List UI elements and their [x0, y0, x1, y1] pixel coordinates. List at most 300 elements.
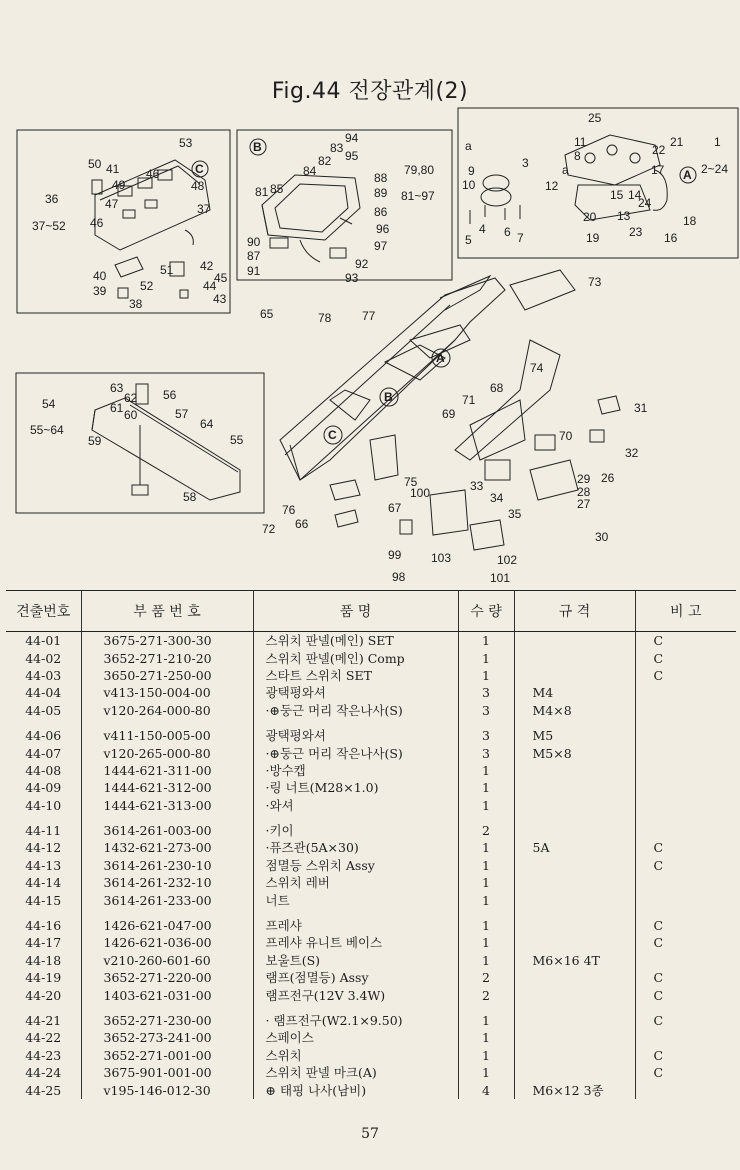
specification: M6×12 3종 — [514, 1081, 635, 1098]
marker-c-main: C — [328, 428, 337, 442]
row-number: 44-09 — [25, 780, 62, 796]
quantity: 1 — [458, 667, 514, 684]
table-row — [6, 684, 736, 701]
row-number: 44-02 — [25, 650, 62, 666]
label-86: 86 — [374, 205, 388, 219]
quantity: 4 — [458, 1081, 514, 1098]
specification — [514, 969, 635, 986]
label-30: 30 — [595, 530, 609, 544]
quantity: 1 — [458, 891, 514, 908]
remarks: C — [635, 667, 736, 684]
row-number: 44-07 — [25, 745, 62, 761]
label-67: 67 — [388, 501, 402, 515]
label-50: 50 — [88, 157, 102, 171]
table-row — [6, 1029, 736, 1046]
table-row — [6, 1047, 736, 1064]
label-7: 7 — [517, 231, 524, 245]
part-name: 스위치 레버 — [253, 874, 458, 891]
label-16: 16 — [664, 231, 678, 245]
quantity: 1 — [458, 779, 514, 796]
quantity: 1 — [458, 934, 514, 951]
part-number: v195-146-012-30 — [81, 1081, 253, 1098]
remarks: C — [635, 909, 736, 934]
row-number: 44-23 — [25, 1047, 62, 1063]
specification: M5 — [514, 719, 635, 744]
remarks — [635, 952, 736, 969]
label-35: 35 — [508, 507, 522, 521]
remarks — [635, 779, 736, 796]
part-name: 광택평와셔 — [253, 684, 458, 701]
label-58: 58 — [183, 490, 197, 504]
quantity: 1 — [458, 874, 514, 891]
remarks — [635, 814, 736, 839]
row-number: 44-03 — [25, 667, 62, 683]
specification: M4 — [514, 684, 635, 701]
remarks: C — [635, 934, 736, 951]
part-number: v210-260-601-60 — [81, 952, 253, 969]
label-12: 12 — [545, 179, 559, 193]
label-81: 81 — [255, 185, 269, 199]
part-number: 3614-261-233-00 — [81, 891, 253, 908]
label-6: 6 — [504, 225, 511, 239]
label-46b: 46 — [90, 216, 104, 230]
part-number: 1403-621-031-00 — [81, 986, 253, 1003]
label-68: 68 — [490, 381, 504, 395]
label-3: 3 — [522, 156, 529, 170]
part-number: 1432-621-273-00 — [81, 839, 253, 856]
part-number: 1426-621-036-00 — [81, 934, 253, 951]
label-93: 93 — [345, 271, 359, 285]
remarks — [635, 702, 736, 719]
header-spec: 규 격 — [514, 591, 635, 632]
part-name: ·⊕둥근 머리 작은나사(S) — [253, 702, 458, 719]
label-25: 25 — [588, 111, 602, 125]
label-a: a — [465, 139, 472, 153]
row-number: 44-06 — [25, 728, 62, 744]
table-row — [6, 952, 736, 969]
part-name: ·링 너트(M28×1.0) — [253, 779, 458, 796]
quantity: 3 — [458, 744, 514, 761]
table-row — [6, 1064, 736, 1081]
table-row — [6, 779, 736, 796]
label-56: 56 — [163, 388, 177, 402]
part-name: ·방수캡 — [253, 762, 458, 779]
label-89: 89 — [374, 186, 388, 200]
table-row — [6, 969, 736, 986]
label-88: 88 — [374, 171, 388, 185]
table-row — [6, 934, 736, 951]
specification — [514, 1064, 635, 1081]
remarks — [635, 1029, 736, 1046]
label-29: 29 — [577, 472, 591, 486]
label-76: 76 — [282, 503, 296, 517]
label-10: 10 — [462, 178, 476, 192]
label-38: 38 — [129, 297, 143, 311]
label-49: 49 — [112, 178, 126, 192]
table-row — [6, 719, 736, 744]
label-15: 15 — [610, 188, 624, 202]
label-43: 43 — [213, 292, 227, 306]
label-71: 71 — [462, 393, 476, 407]
part-number: 3614-261-003-00 — [81, 814, 253, 839]
part-number: v120-265-000-80 — [81, 744, 253, 761]
label-81-97: 81~97 — [401, 189, 435, 203]
part-number: 3652-271-001-00 — [81, 1047, 253, 1064]
part-name: 램프전구(12V 3.4W) — [253, 986, 458, 1003]
part-number: 1444-621-313-00 — [81, 797, 253, 814]
part-number: 1444-621-312-00 — [81, 779, 253, 796]
row-number: 44-17 — [25, 935, 62, 951]
label-102: 102 — [497, 553, 518, 567]
label-44: 44 — [203, 279, 217, 293]
specification — [514, 779, 635, 796]
specification — [514, 934, 635, 951]
part-name: 램프(점멸등) Assy — [253, 969, 458, 986]
remarks: C — [635, 857, 736, 874]
part-number: v413-150-004-00 — [81, 684, 253, 701]
part-number: 3675-271-300-30 — [81, 632, 253, 650]
label-41: 41 — [106, 162, 120, 176]
lamp-unit-sketch — [470, 135, 667, 224]
label-95: 95 — [345, 149, 359, 163]
table-row — [6, 891, 736, 908]
label-92: 92 — [355, 257, 369, 271]
specification: M5×8 — [514, 744, 635, 761]
table-row — [6, 909, 736, 934]
label-72: 72 — [262, 522, 276, 536]
row-number: 44-08 — [25, 762, 62, 778]
label-33: 33 — [470, 479, 484, 493]
label-55: 55 — [230, 433, 244, 447]
label-1: 1 — [714, 135, 721, 149]
remarks: C — [635, 649, 736, 666]
label-40: 40 — [93, 269, 107, 283]
header-part-number: 부 품 번 호 — [81, 591, 253, 632]
remarks: C — [635, 632, 736, 650]
specification — [514, 814, 635, 839]
label-101: 101 — [490, 571, 511, 585]
specification — [514, 667, 635, 684]
table-row — [6, 1004, 736, 1029]
row-number: 44-25 — [25, 1082, 62, 1098]
diagram-svg — [0, 100, 740, 590]
quantity: 1 — [458, 649, 514, 666]
quantity: 1 — [458, 762, 514, 779]
quantity: 3 — [458, 702, 514, 719]
remarks — [635, 684, 736, 701]
specification — [514, 762, 635, 779]
label-64: 64 — [200, 417, 214, 431]
label-4: 4 — [479, 222, 486, 236]
label-74: 74 — [530, 361, 544, 375]
part-name: ⊕ 태핑 나사(남비) — [253, 1081, 458, 1098]
specification — [514, 909, 635, 934]
label-103: 103 — [431, 551, 452, 565]
label-60: 60 — [124, 408, 138, 422]
table-row — [6, 797, 736, 814]
label-96: 96 — [376, 222, 390, 236]
label-94: 94 — [345, 131, 359, 145]
label-28: 28 — [577, 485, 591, 499]
label-34: 34 — [490, 491, 504, 505]
marker-b-inset: B — [253, 140, 262, 154]
table-row — [6, 649, 736, 666]
table-row — [6, 744, 736, 761]
part-name: ·키이 — [253, 814, 458, 839]
part-number: 3614-261-232-10 — [81, 874, 253, 891]
remarks: C — [635, 1047, 736, 1064]
table-row — [6, 857, 736, 874]
label-75: 75 — [404, 475, 418, 489]
specification: 5A — [514, 839, 635, 856]
label-42: 42 — [200, 259, 214, 273]
remarks — [635, 719, 736, 744]
part-number: 3675-901-001-00 — [81, 1064, 253, 1081]
label-a2: a — [562, 163, 569, 177]
part-name: 스타트 스위치 SET — [253, 667, 458, 684]
specification — [514, 649, 635, 666]
table-row — [6, 814, 736, 839]
label-90: 90 — [247, 235, 261, 249]
label-100: 100 — [410, 486, 431, 500]
row-number: 44-01 — [25, 633, 62, 649]
quantity: 1 — [458, 1064, 514, 1081]
label-5: 5 — [465, 233, 472, 247]
label-9: 9 — [468, 164, 475, 178]
label-36: 36 — [45, 192, 59, 206]
row-number: 44-15 — [25, 892, 62, 908]
label-22: 22 — [652, 143, 666, 157]
header-name: 품 명 — [253, 591, 458, 632]
part-number: 1426-621-047-00 — [81, 909, 253, 934]
quantity: 2 — [458, 814, 514, 839]
quantity: 1 — [458, 632, 514, 650]
part-number: 3650-271-250-00 — [81, 667, 253, 684]
table-row — [6, 874, 736, 891]
quantity: 3 — [458, 719, 514, 744]
label-63: 63 — [110, 381, 124, 395]
remarks — [635, 762, 736, 779]
row-number: 44-10 — [25, 797, 62, 813]
row-number: 44-19 — [25, 970, 62, 986]
remarks: C — [635, 969, 736, 986]
table-header-row — [6, 591, 736, 632]
part-name: 보울트(S) — [253, 952, 458, 969]
quantity: 1 — [458, 909, 514, 934]
specification — [514, 632, 635, 650]
marker-c-inset: C — [195, 162, 204, 176]
quantity: 1 — [458, 857, 514, 874]
label-55-64: 55~64 — [30, 423, 64, 437]
table-row — [6, 632, 736, 650]
specification — [514, 1029, 635, 1046]
label-91: 91 — [247, 264, 261, 278]
label-99: 99 — [388, 548, 402, 562]
remarks — [635, 874, 736, 891]
label-53: 53 — [179, 136, 193, 150]
remarks: C — [635, 1064, 736, 1081]
label-61: 61 — [110, 401, 124, 415]
label-20: 20 — [583, 210, 597, 224]
part-name: 스위치 판넬(메인) SET — [253, 632, 458, 650]
label-19: 19 — [586, 231, 600, 245]
label-13: 13 — [617, 209, 631, 223]
specification — [514, 891, 635, 908]
part-number: 3614-261-230-10 — [81, 857, 253, 874]
quantity: 1 — [458, 797, 514, 814]
label-52: 52 — [140, 279, 154, 293]
table-row — [6, 1081, 736, 1098]
table-row — [6, 762, 736, 779]
label-84: 84 — [303, 164, 317, 178]
label-70: 70 — [559, 429, 573, 443]
label-73: 73 — [588, 275, 602, 289]
label-85: 85 — [270, 182, 284, 196]
specification — [514, 986, 635, 1003]
row-number: 44-14 — [25, 875, 62, 891]
part-name: 점멸등 스위치 Assy — [253, 857, 458, 874]
label-79-80: 79,80 — [404, 163, 435, 177]
label-47: 47 — [105, 197, 119, 211]
part-number: 3652-271-220-00 — [81, 969, 253, 986]
specification — [514, 797, 635, 814]
label-17: 17 — [651, 163, 665, 177]
specification: M6×16 4T — [514, 952, 635, 969]
label-11: 11 — [574, 135, 587, 149]
remarks — [635, 891, 736, 908]
quantity: 2 — [458, 986, 514, 1003]
label-69: 69 — [442, 407, 456, 421]
label-51: 51 — [160, 263, 174, 277]
label-18: 18 — [683, 214, 697, 228]
label-26: 26 — [601, 471, 615, 485]
table-row — [6, 702, 736, 719]
label-97: 97 — [374, 239, 388, 253]
specification: M4×8 — [514, 702, 635, 719]
row-number: 44-11 — [25, 823, 62, 839]
label-82: 82 — [318, 154, 332, 168]
remarks — [635, 797, 736, 814]
label-39: 39 — [93, 284, 107, 298]
label-46: 46 — [146, 167, 160, 181]
label-31: 31 — [634, 401, 648, 415]
specification — [514, 1004, 635, 1029]
part-number: 1444-621-311-00 — [81, 762, 253, 779]
exploded-parts-diagram — [0, 100, 740, 590]
marker-b-main: B — [384, 390, 393, 404]
quantity: 1 — [458, 952, 514, 969]
remarks — [635, 1081, 736, 1098]
header-note: 비 고 — [635, 591, 736, 632]
remarks: C — [635, 986, 736, 1003]
label-24: 24 — [638, 196, 652, 210]
label-62: 62 — [124, 391, 138, 405]
row-number: 44-24 — [25, 1065, 62, 1081]
quantity: 3 — [458, 684, 514, 701]
part-number: v120-264-000-80 — [81, 702, 253, 719]
specification — [514, 857, 635, 874]
part-name: 너트 — [253, 891, 458, 908]
remarks: C — [635, 839, 736, 856]
row-number: 44-12 — [25, 840, 62, 856]
quantity: 2 — [458, 969, 514, 986]
part-name: 스페이스 — [253, 1029, 458, 1046]
marker-a-main: A — [436, 351, 445, 365]
quantity: 1 — [458, 1004, 514, 1029]
label-66: 66 — [295, 517, 309, 531]
page-number: 57 — [361, 1126, 379, 1142]
label-14: 14 — [628, 188, 642, 202]
row-number: 44-04 — [25, 685, 62, 701]
remarks — [635, 744, 736, 761]
part-name: 광택평와셔 — [253, 719, 458, 744]
part-name: ·퓨즈관(5A×30) — [253, 839, 458, 856]
part-name: 스위치 — [253, 1047, 458, 1064]
label-32: 32 — [625, 446, 639, 460]
label-37-52: 37~52 — [32, 219, 66, 233]
row-number: 44-21 — [25, 1013, 62, 1028]
quantity: 1 — [458, 1047, 514, 1064]
label-27: 27 — [577, 497, 591, 511]
part-name: ·와셔 — [253, 797, 458, 814]
row-number: 44-05 — [25, 702, 62, 718]
label-21: 21 — [670, 135, 684, 149]
part-name: 프레샤 — [253, 909, 458, 934]
label-65: 65 — [260, 307, 274, 321]
header-qty: 수 량 — [458, 591, 514, 632]
label-77: 77 — [362, 309, 376, 323]
label-8: 8 — [574, 149, 581, 163]
row-number: 44-13 — [25, 857, 62, 873]
quantity: 1 — [458, 1029, 514, 1046]
label-78: 78 — [318, 311, 332, 325]
part-name: · 램프전구(W2.1×9.50) — [253, 1004, 458, 1029]
label-87: 87 — [247, 249, 261, 263]
specification — [514, 1047, 635, 1064]
part-name: 프레샤 유니트 베이스 — [253, 934, 458, 951]
label-45: 45 — [214, 271, 228, 285]
table-row — [6, 667, 736, 684]
header-no: 견출번호 — [6, 591, 81, 632]
table-row — [6, 986, 736, 1003]
row-number: 44-22 — [25, 1030, 62, 1046]
table-row — [6, 839, 736, 856]
label-37: 37 — [197, 202, 211, 216]
part-name: 스위치 판넬(메인) Comp — [253, 649, 458, 666]
part-name: 스위치 판넬 마크(A) — [253, 1064, 458, 1081]
label-83: 83 — [330, 141, 344, 155]
quantity: 1 — [458, 839, 514, 856]
label-98: 98 — [392, 570, 406, 584]
label-57: 57 — [175, 407, 189, 421]
marker-a-inset: A — [683, 168, 692, 182]
part-number: 3652-273-241-00 — [81, 1029, 253, 1046]
label-54: 54 — [42, 397, 56, 411]
label-48: 48 — [191, 179, 205, 193]
figure-title: Fig.44 전장관계(2) — [271, 79, 469, 104]
part-name: ·⊕둥근 머리 작은나사(S) — [253, 744, 458, 761]
part-number: 3652-271-230-00 — [81, 1004, 253, 1029]
label-59: 59 — [88, 434, 102, 448]
remarks: C — [635, 1004, 736, 1029]
label-23: 23 — [629, 225, 643, 239]
specification — [514, 874, 635, 891]
label-2-24: 2~24 — [701, 162, 729, 176]
row-number: 44-16 — [25, 918, 62, 934]
callout-labels — [30, 111, 728, 585]
parts-table — [6, 590, 736, 1099]
part-number: 3652-271-210-20 — [81, 649, 253, 666]
